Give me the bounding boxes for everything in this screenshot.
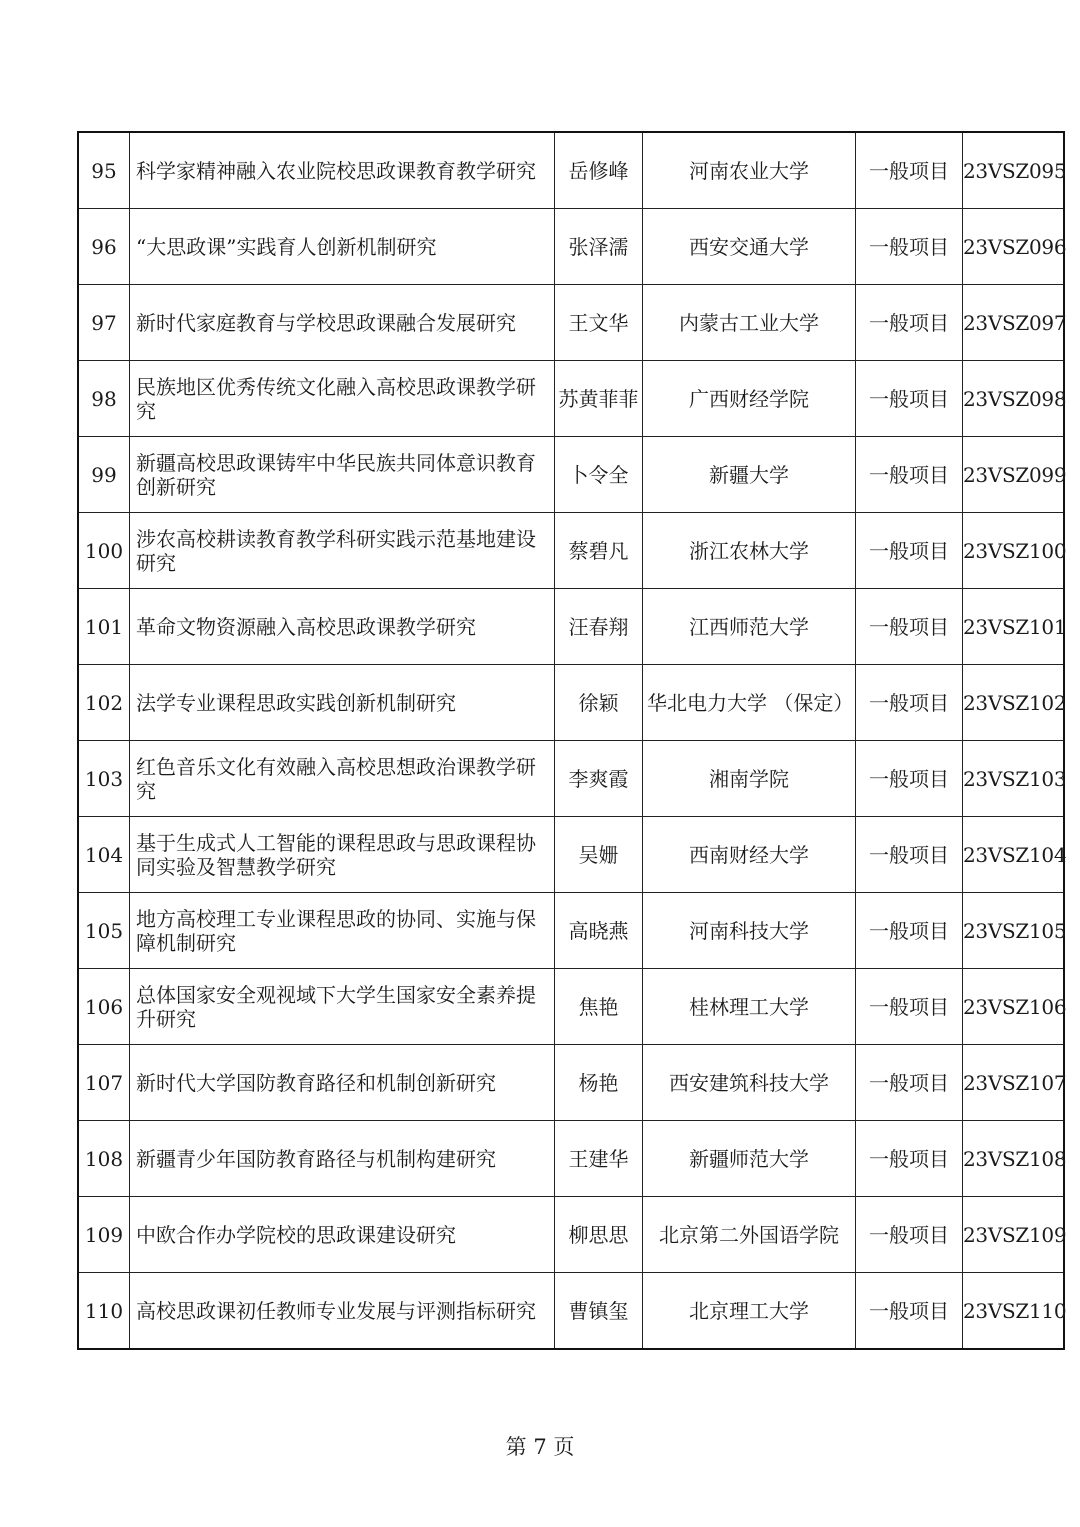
project-title: 地方高校理工专业课程思政的协同、实施与保障机制研究: [130, 893, 555, 969]
institution: 江西师范大学: [643, 589, 856, 665]
project-leader: 汪春翔: [555, 589, 643, 665]
project-code: 23VSZ103: [963, 741, 1065, 817]
project-leader: 曹镇玺: [555, 1273, 643, 1350]
institution: 西安建筑科技大学: [643, 1045, 856, 1121]
project-leader: 王文华: [555, 285, 643, 361]
project-table-body: [78, 132, 1067, 1349]
project-table: [77, 131, 1065, 1350]
project-code: 23VSZ099: [963, 437, 1065, 513]
row-number: 97: [78, 285, 130, 361]
row-number: 106: [78, 969, 130, 1045]
row-number: 100: [78, 513, 130, 589]
table-row: [78, 665, 1064, 741]
project-type: 一般项目: [856, 437, 963, 513]
project-leader: 焦艳: [555, 969, 643, 1045]
project-title: 新时代大学国防教育路径和机制创新研究: [130, 1045, 555, 1121]
project-leader: 杨艳: [555, 1045, 643, 1121]
row-number: 104: [78, 817, 130, 893]
project-code: 23VSZ108: [963, 1121, 1065, 1197]
project-type: 一般项目: [856, 285, 963, 361]
project-leader: 王建华: [555, 1121, 643, 1197]
project-code: 23VSZ098: [963, 361, 1065, 437]
project-code: 23VSZ100: [963, 513, 1065, 589]
row-number: 101: [78, 589, 130, 665]
project-type: 一般项目: [856, 1045, 963, 1121]
table-row: [78, 741, 1064, 817]
project-leader: 蔡碧凡: [555, 513, 643, 589]
project-leader: 岳修峰: [555, 132, 643, 209]
institution: 西安交通大学: [643, 209, 856, 285]
project-title: 涉农高校耕读教育教学科研实践示范基地建设研究: [130, 513, 555, 589]
project-type: 一般项目: [856, 817, 963, 893]
project-title: 基于生成式人工智能的课程思政与思政课程协同实验及智慧教学研究: [130, 817, 555, 893]
project-title: “大思政课”实践育人创新机制研究: [130, 209, 555, 285]
table-row: [78, 437, 1064, 513]
table-row: [78, 209, 1064, 285]
project-title: 科学家精神融入农业院校思政课教育教学研究: [130, 132, 555, 209]
institution: 浙江农林大学: [643, 513, 856, 589]
project-title: 中欧合作办学院校的思政课建设研究: [130, 1197, 555, 1273]
table-row: [78, 285, 1064, 361]
project-code: 23VSZ096: [963, 209, 1065, 285]
row-number: 98: [78, 361, 130, 437]
project-leader: 张泽濡: [555, 209, 643, 285]
table-row: [78, 969, 1064, 1045]
institution: 华北电力大学 （保定）: [643, 665, 856, 741]
project-title: 法学专业课程思政实践创新机制研究: [130, 665, 555, 741]
institution: 广西财经学院: [643, 361, 856, 437]
institution: 河南农业大学: [643, 132, 856, 209]
project-type: 一般项目: [856, 513, 963, 589]
institution: 北京第二外国语学院: [643, 1197, 856, 1273]
project-code: 23VSZ101: [963, 589, 1065, 665]
project-code: 23VSZ102: [963, 665, 1065, 741]
table-row: [78, 893, 1064, 969]
institution: 桂林理工大学: [643, 969, 856, 1045]
row-number: 102: [78, 665, 130, 741]
project-code: 23VSZ097: [963, 285, 1065, 361]
project-type: 一般项目: [856, 589, 963, 665]
project-leader: 卜令全: [555, 437, 643, 513]
row-number: 103: [78, 741, 130, 817]
institution: 新疆大学: [643, 437, 856, 513]
row-number: 110: [78, 1273, 130, 1350]
project-title: 新疆高校思政课铸牢中华民族共同体意识教育创新研究: [130, 437, 555, 513]
row-number: 99: [78, 437, 130, 513]
institution: 北京理工大学: [643, 1273, 856, 1350]
row-number: 95: [78, 132, 130, 209]
project-leader: 吴姗: [555, 817, 643, 893]
project-code: 23VSZ107: [963, 1045, 1065, 1121]
project-title: 总体国家安全观视域下大学生国家安全素养提升研究: [130, 969, 555, 1045]
table-row: [78, 1045, 1064, 1121]
row-number: 107: [78, 1045, 130, 1121]
row-number: 96: [78, 209, 130, 285]
project-title: 红色音乐文化有效融入高校思想政治课教学研究: [130, 741, 555, 817]
project-code: 23VSZ110: [963, 1273, 1065, 1350]
project-type: 一般项目: [856, 741, 963, 817]
project-title: 高校思政课初任教师专业发展与评测指标研究: [130, 1273, 555, 1350]
project-type: 一般项目: [856, 132, 963, 209]
project-title: 民族地区优秀传统文化融入高校思政课教学研究: [130, 361, 555, 437]
project-title: 新时代家庭教育与学校思政课融合发展研究: [130, 285, 555, 361]
project-leader: 柳思思: [555, 1197, 643, 1273]
institution: 内蒙古工业大学: [643, 285, 856, 361]
project-leader: 苏黄菲菲: [555, 361, 643, 437]
project-type: 一般项目: [856, 1197, 963, 1273]
row-number: 108: [78, 1121, 130, 1197]
project-type: 一般项目: [856, 361, 963, 437]
project-leader: 高晓燕: [555, 893, 643, 969]
project-code: 23VSZ105: [963, 893, 1065, 969]
page-number: 第 7 页: [505, 1435, 575, 1459]
table-row: [78, 1273, 1064, 1350]
institution: 新疆师范大学: [643, 1121, 856, 1197]
table-row: [78, 589, 1064, 665]
table-row: [78, 513, 1064, 589]
project-code: 23VSZ109: [963, 1197, 1065, 1273]
project-leader: 徐颖: [555, 665, 643, 741]
institution: 湘南学院: [643, 741, 856, 817]
project-type: 一般项目: [856, 1273, 963, 1350]
row-number: 105: [78, 893, 130, 969]
table-row: [78, 361, 1064, 437]
table-row: [78, 132, 1064, 209]
project-type: 一般项目: [856, 665, 963, 741]
project-title: 新疆青少年国防教育路径与机制构建研究: [130, 1121, 555, 1197]
project-code: 23VSZ104: [963, 817, 1065, 893]
project-type: 一般项目: [856, 209, 963, 285]
project-code: 23VSZ095: [963, 132, 1065, 209]
row-number: 109: [78, 1197, 130, 1273]
table-row: [78, 817, 1064, 893]
project-title: 革命文物资源融入高校思政课教学研究: [130, 589, 555, 665]
table-row: [78, 1121, 1064, 1197]
project-type: 一般项目: [856, 1121, 963, 1197]
institution: 河南科技大学: [643, 893, 856, 969]
project-type: 一般项目: [856, 893, 963, 969]
project-leader: 李爽霞: [555, 741, 643, 817]
table-row: [78, 1197, 1064, 1273]
project-code: 23VSZ106: [963, 969, 1065, 1045]
institution: 西南财经大学: [643, 817, 856, 893]
project-type: 一般项目: [856, 969, 963, 1045]
